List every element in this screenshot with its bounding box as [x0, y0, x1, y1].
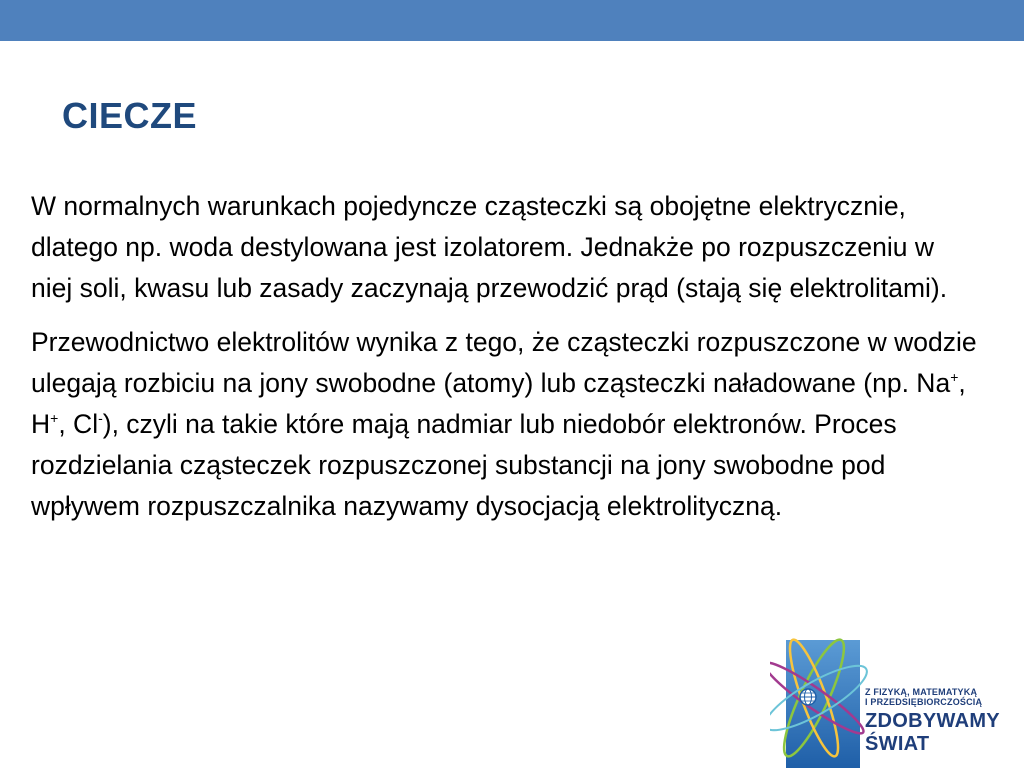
logo-line-3: ZDOBYWAMY — [865, 710, 1000, 732]
paragraph-2 — [31, 322, 981, 527]
paragraph-1: W normalnych warunkach pojedyncze cząsteczki są obojętne elektrycznie, dlatego np. woda destylowana jest izolatorem. Jednakże po rozpuszczeniu w niej soli, kwasu lub zasady zaczynają przewodzić prąd (stają się elektrolitami). — [31, 191, 948, 303]
slide-body — [31, 186, 981, 527]
project-logo — [770, 624, 1024, 768]
logo-line-4: ŚWIAT — [865, 733, 930, 755]
paragraph-2-part-2: , H — [31, 368, 966, 439]
hydrogen-charge: + — [50, 410, 59, 426]
slide-title: CIECZE — [62, 95, 198, 136]
header-bar — [0, 0, 1024, 41]
logo-line-2: I PRZEDSIĘBIORCZOŚCIĄ — [865, 697, 983, 707]
paragraph-2-part-3: , Cl — [58, 409, 99, 439]
logo-text — [865, 687, 1000, 756]
paragraph-2-part-1: Przewodnictwo elektrolitów wynika z tego, że cząsteczki rozpuszczone w wodzie ulegają rozbiciu na jony swobodne (atomy) lub cząsteczki naładowane (np. Na — [31, 327, 977, 398]
chloride-charge: - — [98, 410, 103, 426]
logo-line-1: Z FIZYKĄ, MATEMATYKĄ — [865, 687, 978, 697]
paragraph-2-part-4: ), czyli na takie które mają nadmiar lub niedobór elektronów. Proces rozdzielania cząsteczek rozpuszczonej substancji na jony swobodne pod wpływem rozpuszczalnika nazywamy dysocjacją elektrolityczną. — [31, 409, 897, 521]
sodium-charge: + — [950, 369, 959, 385]
